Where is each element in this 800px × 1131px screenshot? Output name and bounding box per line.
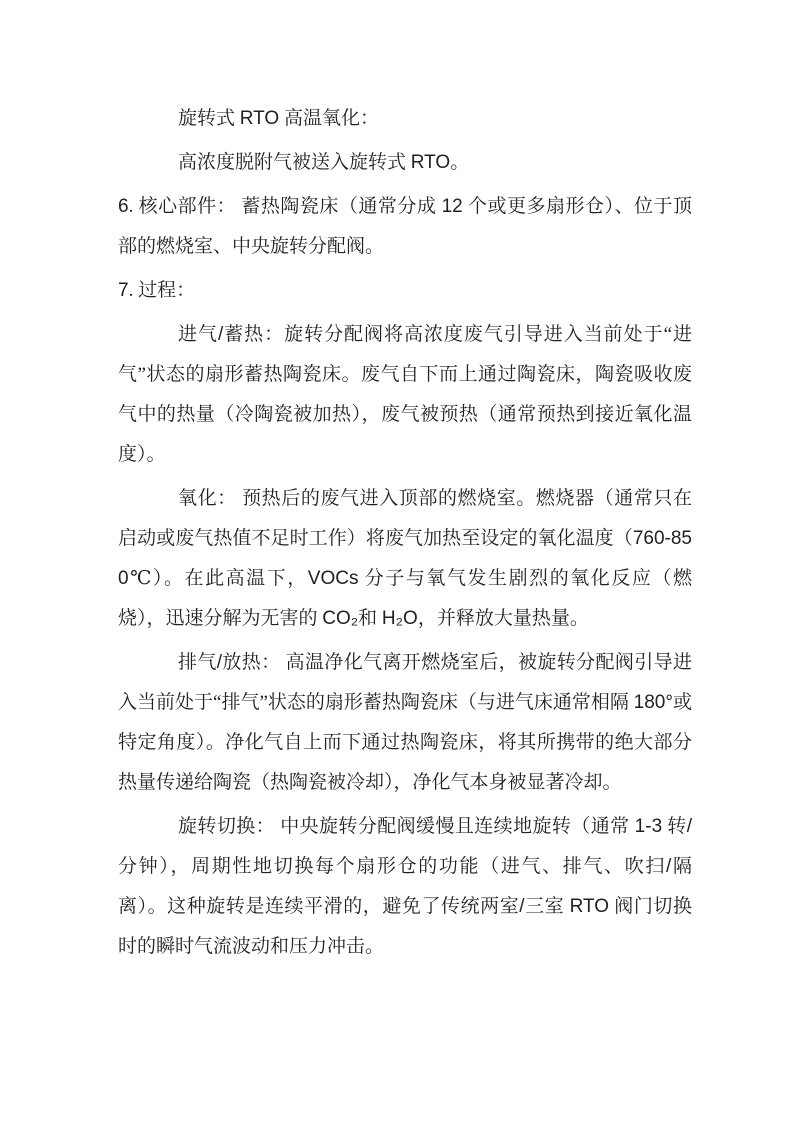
latin-text: 6 <box>118 196 129 217</box>
paragraph: 旋转切换： 中央旋转分配阀缓慢且连续地旋转（通常 1-3 转/分钟），周期性地切换每个扇形仓的功能（进气、排气、吹扫/隔离）。这种旋转是连续平滑的，避免了传统两室/三室 RTO 阀门切换时的瞬时气流波动和压力冲击。 <box>118 816 692 957</box>
latin-text: H₂O <box>381 608 418 629</box>
latin-text: 760-850 <box>118 528 692 589</box>
paragraph: 高浓度脱附气被送入旋转式 RTO。 <box>178 152 470 173</box>
latin-text: / <box>216 652 223 673</box>
paragraph: 6. 核心部件： 蓄热陶瓷床（通常分成 12 个或更多扇形仓）、位于顶部的燃烧室、中央旋转分配阀。 <box>118 196 692 257</box>
latin-text: 1-3 <box>634 816 663 837</box>
paragraph: 7. 过程： <box>118 280 196 301</box>
latin-text: 180° <box>633 692 673 713</box>
latin-text: / <box>519 896 525 917</box>
paragraph: 旋转式 RTO 高温氧化： <box>178 108 379 129</box>
latin-text: / <box>666 856 672 877</box>
paragraph: 进气/蓄热：旋转分配阀将高浓度废气引导进入当前处于“进气”状态的扇形蓄热陶瓷床。废气自下而上通过陶瓷床，陶瓷吸收废气中的热量（冷陶瓷被加热），废气被预热（通常预热到接近氧化温度）。 <box>118 324 692 465</box>
paragraph: 氧化： 预热后的废气进入顶部的燃烧室。燃烧器（通常只在启动或废气热值不足时工作）将废气加热至设定的氧化温度（760-850℃）。在此高温下，VOCs 分子与氧气发生剧烈的氧化反应（燃烧），迅速分解为无害的 CO₂和 H₂O，并释放大量热量。 <box>118 488 692 629</box>
latin-text: RTO <box>410 152 451 173</box>
paragraph: 排气/放热： 高温净化气离开燃烧室后，被旋转分配阀引导进入当前处于“排气”状态的扇形蓄热陶瓷床（与进气床通常相隔 180°或特定角度）。净化气自上而下通过热陶瓷床，将其所携带的绝大部分热量传递给陶瓷（热陶瓷被冷却），净化气本身被显著冷却。 <box>118 652 692 793</box>
latin-text: CO₂ <box>322 608 359 629</box>
latin-text: RTO <box>569 896 609 917</box>
latin-text: 7 <box>118 280 129 301</box>
latin-text: / <box>686 816 692 837</box>
latin-text: / <box>217 324 224 345</box>
latin-text: 12 <box>441 196 463 217</box>
latin-text: RTO <box>239 108 280 129</box>
latin-text: VOCs <box>307 568 359 589</box>
document-body <box>118 99 692 967</box>
